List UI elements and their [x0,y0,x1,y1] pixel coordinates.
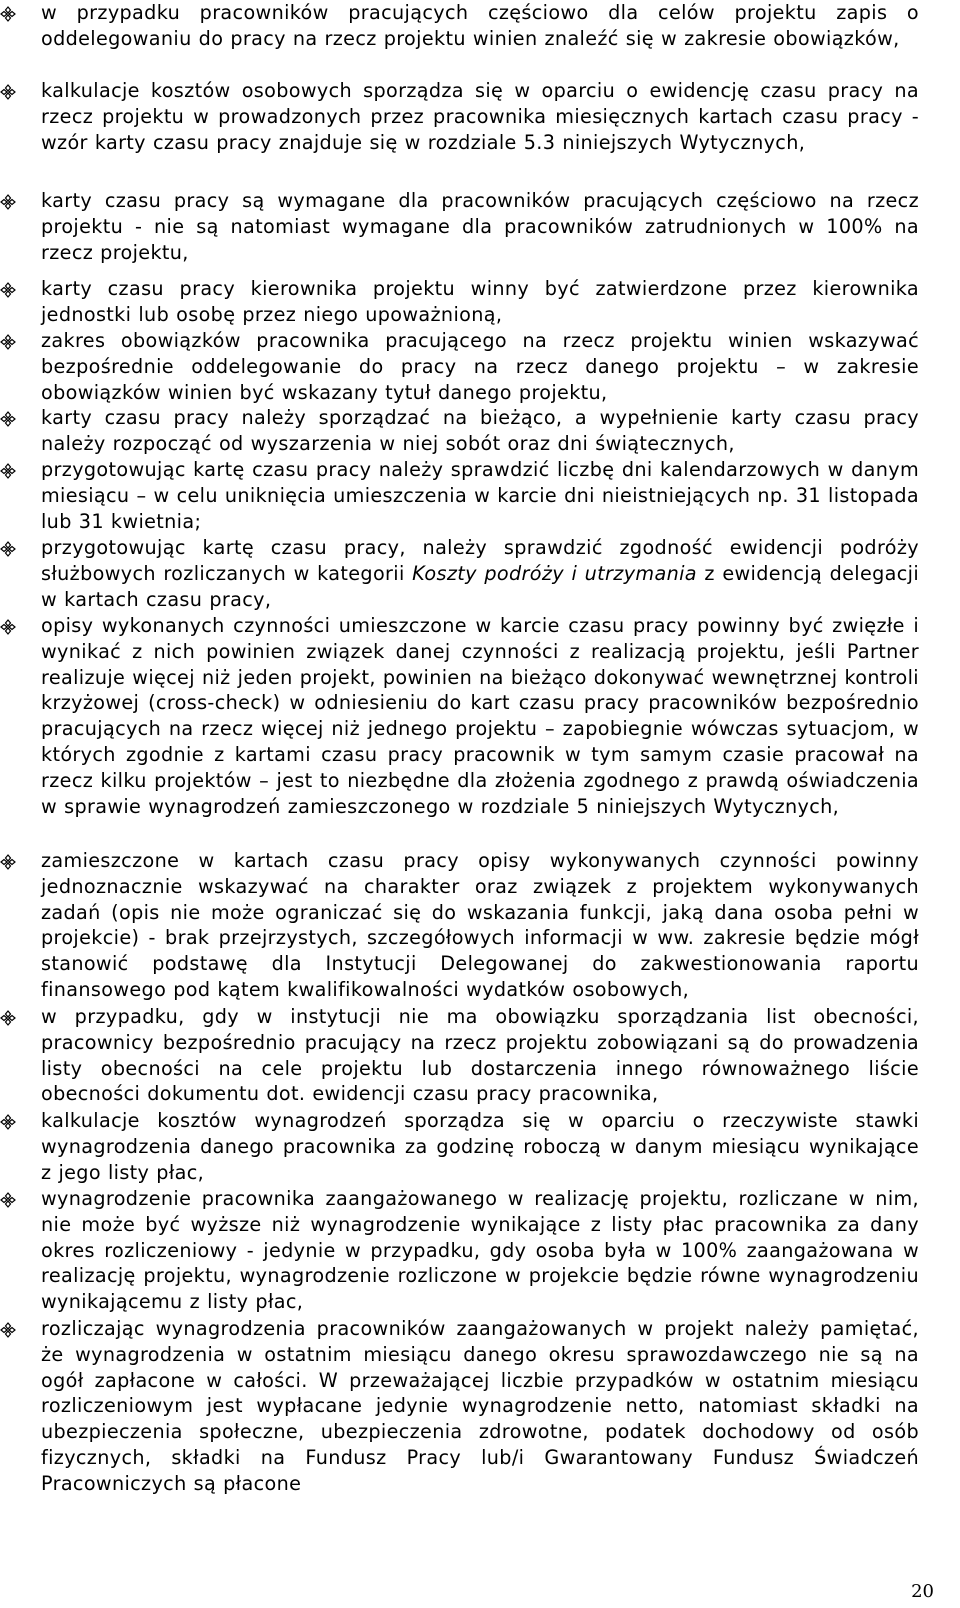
list-item-text: karty czasu pracy są wymagane dla pracowników pracujących częściowo na rzecz projektu - nie są natomiast wymagane dla pracowników zatrudnionych w 100% na rzecz projektu, [41,189,919,264]
diamond-bullet-icon [0,1010,16,1026]
list-item-text: karty czasu pracy należy sporządzać na bieżąco, a wypełnienie karty czasu pracy należy rozpocząć od wyszarzenia w niej sobót oraz dni świątecznych, [41,406,919,455]
diamond-bullet-icon [0,1322,16,1338]
list-item-text: w przypadku pracowników pracujących częściowo dla celów projektu zapis o oddelegowaniu do pracy na rzecz projektu winien znaleźć się w zakresie obowiązków, [41,1,919,50]
list-item [0,457,919,534]
list-item [0,1108,919,1185]
page-number: 20 [911,1581,934,1602]
diamond-bullet-icon [0,334,16,350]
list-item-text: z ewidencją delegacji w kartach czasu pracy, [41,561,920,611]
list-item-text: zamieszczone w kartach czasu pracy opisy wykonywanych czynności powinny jednoznacznie wskazywać na charakter oraz związek z projektem wykonywanych zadań (opis nie może ograniczać się do wskazania funkcji, jaką dana osoba pełni w projekcie) - brak przejrzystych, szczegółowych informacji w ww. zakresie będzie mógł stanowić podstawę dla Instytucji Delegowanej do zakwestionowania raportu finansowego pod kątem kwalifikowalności wydatków osobowych, [41,849,919,1001]
diamond-bullet-icon [0,6,16,22]
diamond-bullet-icon [0,84,16,100]
list-item-text: w przypadku, gdy w instytucji nie ma obowiązku sporządzania list obecności, pracownicy bezpośrednio pracujący na rzecz projektu zobowiązani są do prowadzenia listy obecności na cele projektu lub dostarczenia innego równoważnego liście obecności dokumentu dot. ewidencji czasu pracy pracownika, [41,1005,919,1106]
diamond-bullet-icon [0,463,16,479]
list-item [0,535,919,612]
list-item-text: przygotowując kartę czasu pracy należy sprawdzić liczbę dni kalendarzowych w danym miesiącu – w celu uniknięcia umieszczenia w karcie dni nieistniejących np. 31 listopada lub 31 kwietnia; [41,458,919,533]
diamond-bullet-icon [0,411,16,427]
diamond-bullet-icon [0,194,16,210]
list-item [0,0,919,52]
list-item-text: rozliczając wynagrodzenia pracowników zaangażowanych w projekt należy pamiętać, że wynagrodzenia w ostatnim miesiącu danego okresu sprawozdawczego nie są na ogół zapłacone w całości. W przeważającej liczbie przypadków w ostatnim miesiącu rozliczeniowym jest wypłacane jedynie wynagrodzenie netto, natomiast składki na ubezpieczenia społeczne, ubezpieczenia zdrowotne, podatek dochodowy od osób fizycznych, składki na Fundusz Pracy lub/i Gwarantowany Fundusz Świadczeń Pracowniczych są płacone [41,1317,919,1495]
diamond-bullet-icon [0,1114,16,1130]
list-item [0,78,919,155]
list-item-text: karty czasu pracy kierownika projektu winny być zatwierdzone przez kierownika jednostki lub osobę przez niego upoważnioną, [41,277,919,326]
list-item-italic-category: Koszty podróży i utrzymania [412,561,697,585]
list-item-text: opisy wykonanych czynności umieszczone w karcie czasu pracy powinny być zwięzłe i wynikać z nich powinien związek danej czynności z realizacją projektu, jeśli Partner realizuje więcej niż jeden projekt, powinien na bieżąco dokonywać wewnętrznej kontroli krzyżowej (cross-check) w odniesieniu do kart czasu pracy pracowników bezpośrednio pracujących na rzecz więcej niż jednego projektu – zapobiegnie wówczas sytuacjom, w których zgodnie z kartami czasu pracy pracownik w tym samym czasie pracował na rzecz kilku projektów – jest to niezbędne dla złożenia zgodnego z prawdą oświadczenia w sprawie wynagrodzeń zamieszczonego w rozdziale 5 niniejszych Wytycznych, [41,614,919,818]
list-item [0,188,919,265]
list-item [0,1186,919,1315]
diamond-bullet-icon [0,619,16,635]
list-item [0,1316,919,1497]
list-item [0,276,919,328]
list-item-text: zakres obowiązków pracownika pracującego na rzecz projektu winien wskazywać bezpośrednie oddelegowanie do pracy na rzecz danego projektu – w zakresie obowiązków winien być wskazany tytuł danego projektu, [41,329,919,404]
list-item [0,613,919,819]
diamond-bullet-icon [0,854,16,870]
list-item-text: wynagrodzenie pracownika zaangażowanego w realizację projektu, rozliczane w nim, nie może być wyższe niż wynagrodzenie wynikające z listy płac pracownika za dany okres rozliczeniowy - jedynie w przypadku, gdy osoba była w 100% zaangażowana w realizację projektu, wynagrodzenie rozliczone w projekcie będzie równe wynagrodzeniu wynikającemu z listy płac, [41,1187,919,1314]
diamond-bullet-icon [0,541,16,557]
list-item-text: kalkulacje kosztów wynagrodzeń sporządza się w oparciu o rzeczywiste stawki wynagrodzenia danego pracownika za godzinę roboczą w danym miesiącu wynikające z jego listy płac, [41,1109,919,1184]
list-item [0,1004,919,1107]
list-item [0,405,919,457]
diamond-bullet-icon [0,282,16,298]
list-item [0,848,919,1003]
list-item-text: przygotowując kartę czasu pracy, należy sprawdzić zgodność ewidencji podróży służbowych rozliczanych w kategorii [41,536,919,585]
list-item [0,328,919,405]
diamond-bullet-icon [0,1192,16,1208]
list-item-text: kalkulacje kosztów osobowych sporządza się w oparciu o ewidencję czasu pracy na rzecz projektu w prowadzonych przez pracownika miesięcznych kartach czasu pracy - wzór karty czasu pracy znajduje się w rozdziale 5.3 niniejszych Wytycznych, [41,79,919,154]
